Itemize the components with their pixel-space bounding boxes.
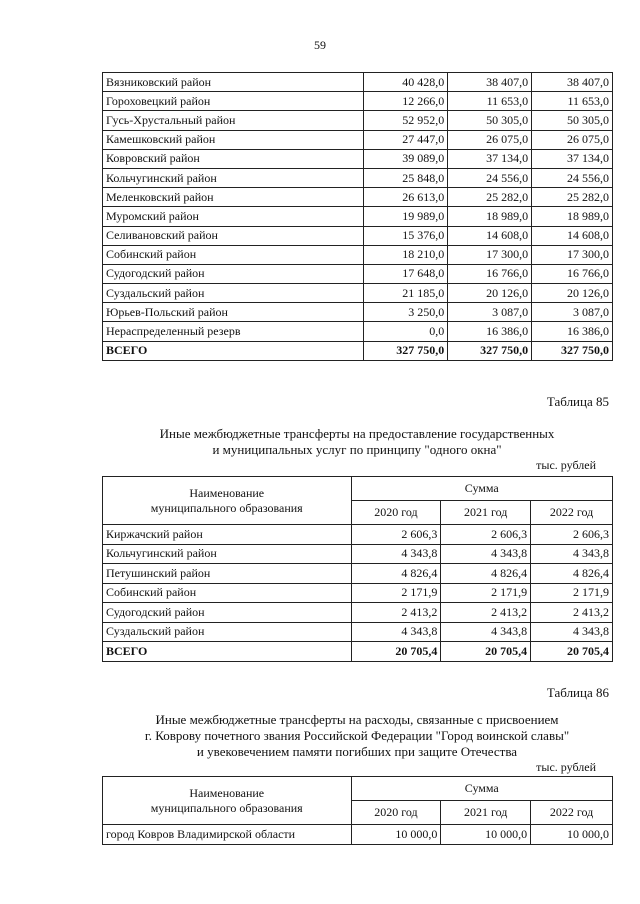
cell-amount: 327 750,0 [532,341,613,360]
cell-municipality: Гусь-Хрустальный район [103,111,364,130]
cell-municipality: город Ковров Владимирской области [103,825,352,845]
table-85-caption [57,426,640,458]
cell-amount: 0,0 [364,322,448,341]
cell-amount: 2 606,3 [531,525,613,545]
header-year: 2020 год [351,501,441,525]
table-row [103,149,613,168]
cell-amount: 2 171,9 [351,583,441,603]
cell-municipality: ВСЕГО [103,642,352,662]
cell-amount: 17 648,0 [364,264,448,283]
cell-amount: 4 826,4 [351,564,441,584]
cell-amount: 2 606,3 [441,525,531,545]
cell-municipality: Киржачский район [103,525,352,545]
cell-amount: 16 766,0 [532,264,613,283]
table-row [103,603,613,623]
cell-municipality: Собинский район [103,583,352,603]
cell-amount: 25 282,0 [448,188,532,207]
cell-amount: 16 766,0 [448,264,532,283]
table-85-number: Таблица 85 [546,394,609,409]
cell-amount: 37 134,0 [532,149,613,168]
cell-amount: 26 075,0 [448,130,532,149]
cell-municipality: Судогодский район [103,603,352,623]
table-row [103,264,613,283]
cell-amount: 4 343,8 [351,622,441,642]
table-row [103,544,613,564]
table-86-caption [57,712,640,760]
header-year: 2021 год [441,801,531,825]
table-row [103,322,613,341]
cell-amount: 18 989,0 [532,207,613,226]
table-86-caption-line: г. Коврову почетного звания Российской Федерации "Город воинской славы" [144,728,570,743]
cell-amount: 26 613,0 [364,188,448,207]
cell-amount: 4 826,4 [531,564,613,584]
total-row [103,341,613,360]
cell-amount: 4 343,8 [531,544,613,564]
cell-municipality: Гороховецкий район [103,92,364,111]
cell-amount: 4 343,8 [351,544,441,564]
cell-amount: 24 556,0 [532,168,613,187]
cell-amount: 12 266,0 [364,92,448,111]
cell-municipality: Камешковский район [103,130,364,149]
cell-amount: 11 653,0 [448,92,532,111]
cell-municipality: Петушинский район [103,564,352,584]
cell-amount: 25 282,0 [532,188,613,207]
cell-amount: 17 300,0 [532,245,613,264]
header-year: 2022 год [531,501,613,525]
cell-municipality: Суздальский район [103,622,352,642]
cell-amount: 38 407,0 [532,73,613,92]
cell-amount: 20 705,4 [441,642,531,662]
cell-amount: 18 210,0 [364,245,448,264]
table-85-units: тыс. рублей [536,458,596,472]
cell-amount: 21 185,0 [364,284,448,303]
table-row [103,825,613,845]
cell-amount: 14 608,0 [532,226,613,245]
cell-municipality: Собинский район [103,245,364,264]
table-row [103,622,613,642]
cell-municipality: Селивановский район [103,226,364,245]
table-85-caption-line: Иные межбюджетные трансферты на предоставление государственных [159,426,555,441]
table-row [103,73,613,92]
table-row [103,284,613,303]
cell-amount: 16 386,0 [532,322,613,341]
cell-amount: 2 413,2 [441,603,531,623]
cell-amount: 327 750,0 [364,341,448,360]
total-row [103,642,613,662]
header-sum: Сумма [351,777,613,801]
header-year: 2022 год [531,801,613,825]
table-85 [102,476,613,662]
cell-municipality: Кольчугинский район [103,544,352,564]
cell-municipality: Вязниковский район [103,73,364,92]
table-86-units: тыс. рублей [536,760,596,774]
table-row [103,130,613,149]
cell-amount: 3 250,0 [364,303,448,322]
cell-amount: 17 300,0 [448,245,532,264]
cell-amount: 4 343,8 [531,622,613,642]
cell-amount: 27 447,0 [364,130,448,149]
cell-amount: 14 608,0 [448,226,532,245]
cell-amount: 52 952,0 [364,111,448,130]
table-86-caption-line: и увековечением памяти погибших при защите Отечества [196,744,518,759]
continued-table [102,72,613,361]
cell-municipality: Муромский район [103,207,364,226]
table-row [103,92,613,111]
cell-municipality: Нераспределенный резерв [103,322,364,341]
cell-amount: 327 750,0 [448,341,532,360]
table-row [103,226,613,245]
cell-municipality: Ковровский район [103,149,364,168]
table-row [103,303,613,322]
cell-amount: 40 428,0 [364,73,448,92]
table-row [103,188,613,207]
table-row [103,207,613,226]
cell-amount: 25 848,0 [364,168,448,187]
cell-amount: 3 087,0 [448,303,532,322]
cell-amount: 20 705,4 [531,642,613,662]
header-year: 2020 год [351,801,441,825]
cell-municipality: Суздальский район [103,284,364,303]
cell-municipality: Юрьев-Польский район [103,303,364,322]
cell-amount: 26 075,0 [532,130,613,149]
cell-amount: 50 305,0 [532,111,613,130]
cell-amount: 4 343,8 [441,622,531,642]
cell-amount: 38 407,0 [448,73,532,92]
cell-amount: 2 606,3 [351,525,441,545]
page-number: 59 [314,38,326,52]
header-sum: Сумма [351,477,613,501]
header-name: Наименование муниципального образования [103,777,352,825]
cell-amount: 3 087,0 [532,303,613,322]
table-86-number: Таблица 86 [546,685,609,700]
cell-amount: 16 386,0 [448,322,532,341]
cell-amount: 20 705,4 [351,642,441,662]
cell-amount: 15 376,0 [364,226,448,245]
table-row [103,583,613,603]
cell-amount: 4 343,8 [441,544,531,564]
table-row [103,111,613,130]
cell-amount: 2 171,9 [441,583,531,603]
cell-municipality: Кольчугинский район [103,168,364,187]
cell-amount: 50 305,0 [448,111,532,130]
cell-amount: 37 134,0 [448,149,532,168]
cell-amount: 10 000,0 [531,825,613,845]
cell-amount: 24 556,0 [448,168,532,187]
cell-amount: 2 413,2 [531,603,613,623]
table-86 [102,776,613,845]
cell-municipality: ВСЕГО [103,341,364,360]
cell-amount: 18 989,0 [448,207,532,226]
cell-amount: 19 989,0 [364,207,448,226]
table-row [103,245,613,264]
cell-amount: 10 000,0 [351,825,441,845]
table-86-caption-line: Иные межбюджетные трансферты на расходы, связанные с присвоением [155,712,559,727]
cell-municipality: Меленковский район [103,188,364,207]
header-year: 2021 год [441,501,531,525]
table-row [103,525,613,545]
cell-amount: 4 826,4 [441,564,531,584]
cell-amount: 11 653,0 [532,92,613,111]
cell-amount: 20 126,0 [448,284,532,303]
cell-amount: 20 126,0 [532,284,613,303]
table-row [103,564,613,584]
table-row [103,168,613,187]
header-name: Наименование муниципального образования [103,477,352,525]
cell-municipality: Судогодский район [103,264,364,283]
cell-amount: 2 413,2 [351,603,441,623]
cell-amount: 2 171,9 [531,583,613,603]
cell-amount: 39 089,0 [364,149,448,168]
table-85-caption-line: и муниципальных услуг по принципу "одного окна" [212,442,502,457]
cell-amount: 10 000,0 [441,825,531,845]
